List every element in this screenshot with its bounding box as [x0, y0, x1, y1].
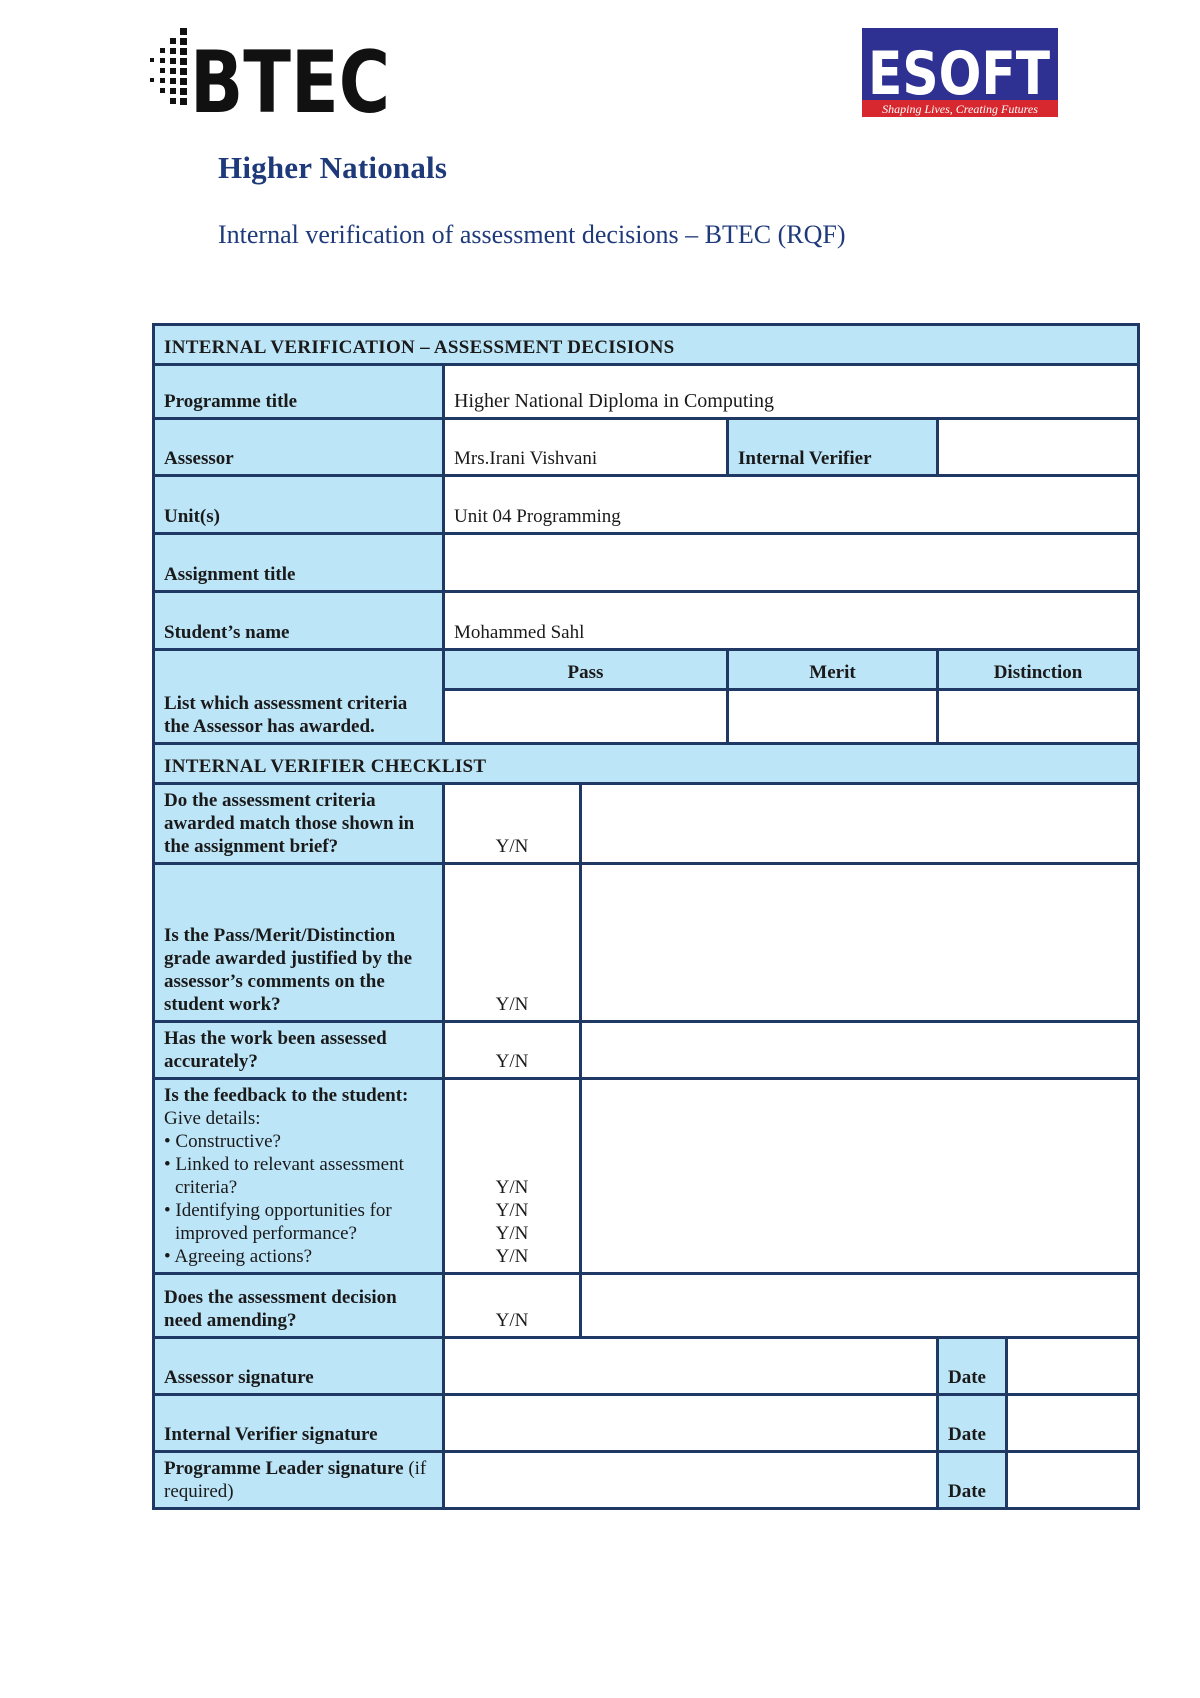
q2-yn[interactable]: Y/N — [444, 864, 581, 1022]
q2-comment[interactable] — [581, 864, 1139, 1022]
student-name-value[interactable]: Mohammed Sahl — [444, 592, 1139, 650]
pl-signature-note: (if required) — [164, 1458, 427, 1502]
checklist-row — [154, 1022, 1139, 1079]
criteria-header-row — [154, 650, 1139, 690]
q5-yn[interactable]: Y/N — [444, 1274, 581, 1338]
assessor-value[interactable]: Mrs.Irani Vishvani — [444, 419, 728, 476]
q4-item: • Identifying opportunities for improved performance? — [164, 1200, 392, 1244]
q4-yn[interactable]: Y/N — [495, 1177, 529, 1198]
internal-verifier-label: Internal Verifier — [728, 419, 938, 476]
esoft-logo-text: ESOFT — [868, 39, 1051, 109]
assignment-title-value[interactable] — [444, 534, 1139, 592]
q4-yn[interactable]: Y/N — [495, 1246, 529, 1267]
q4-comment[interactable] — [581, 1079, 1139, 1274]
checklist-section-title: INTERNAL VERIFIER CHECKLIST — [154, 744, 1139, 784]
date-label: Date — [938, 1338, 1007, 1395]
distinction-header: Distinction — [938, 650, 1139, 690]
internal-verifier-value[interactable] — [938, 419, 1139, 476]
signature-row — [154, 1395, 1139, 1452]
decisions-header-row — [154, 325, 1139, 365]
assessor-signature-label: Assessor signature — [154, 1338, 444, 1395]
date-label: Date — [938, 1452, 1007, 1509]
q4-item: • Agreeing actions? — [164, 1246, 313, 1267]
merit-criteria-value[interactable] — [728, 690, 938, 744]
merit-header: Merit — [728, 650, 938, 690]
pl-signature-label-text: Programme Leader signature — [164, 1458, 404, 1479]
q3-label: Has the work been assessed accurately? — [154, 1022, 444, 1079]
checklist-header-row — [154, 744, 1139, 784]
q4-give-details: Give details: — [164, 1108, 261, 1129]
signature-row — [154, 1338, 1139, 1395]
page-subtitle: Internal verification of assessment decisions – BTEC (RQF) — [218, 220, 846, 249]
esoft-tagline: Shaping Lives, Creating Futures — [882, 102, 1038, 116]
q3-yn[interactable]: Y/N — [444, 1022, 581, 1079]
checklist-row — [154, 1274, 1139, 1338]
page-title: Higher Nationals — [218, 150, 448, 185]
q3-comment[interactable] — [581, 1022, 1139, 1079]
programme-title-label: Programme title — [154, 365, 444, 419]
pl-signature-label — [154, 1452, 444, 1509]
btec-logo-text: BTEC — [190, 33, 390, 116]
q2-label: Is the Pass/Merit/Distinction grade awarded justified by the assessor’s comments on the student work? — [154, 864, 444, 1022]
q4-yn-group — [444, 1079, 581, 1274]
date-label: Date — [938, 1395, 1007, 1452]
iv-signature-field[interactable] — [444, 1395, 938, 1452]
assessor-label: Assessor — [154, 419, 444, 476]
q5-comment[interactable] — [581, 1274, 1139, 1338]
verification-form — [152, 323, 1140, 1510]
criteria-label: List which assessment criteria the Assessor has awarded. — [154, 650, 444, 744]
assessor-row — [154, 419, 1139, 476]
esoft-logo — [862, 28, 1058, 117]
assignment-title-row — [154, 534, 1139, 592]
checklist-row — [154, 864, 1139, 1022]
q5-label: Does the assessment decision need amending? — [154, 1274, 444, 1338]
q4-yn[interactable]: Y/N — [495, 1223, 529, 1244]
q4-title: Is the feedback to the student: — [164, 1085, 409, 1106]
pass-header: Pass — [444, 650, 728, 690]
q4-yn[interactable]: Y/N — [495, 1200, 529, 1221]
pl-signature-field[interactable] — [444, 1452, 938, 1509]
student-name-row — [154, 592, 1139, 650]
assignment-title-label: Assignment title — [154, 534, 444, 592]
q4-label — [154, 1079, 444, 1274]
assessor-signature-field[interactable] — [444, 1338, 938, 1395]
signature-row — [154, 1452, 1139, 1509]
units-label: Unit(s) — [154, 476, 444, 534]
checklist-row — [154, 1079, 1139, 1274]
q1-label: Do the assessment criteria awarded match those shown in the assignment brief? — [154, 784, 444, 864]
units-value[interactable]: Unit 04 Programming — [444, 476, 1139, 534]
assessor-date-field[interactable] — [1007, 1338, 1139, 1395]
q1-yn[interactable]: Y/N — [444, 784, 581, 864]
units-row — [154, 476, 1139, 534]
q4-item: • Linked to relevant assessment criteria? — [164, 1154, 404, 1198]
programme-title-value[interactable]: Higher National Diploma in Computing — [444, 365, 1139, 419]
pass-criteria-value[interactable] — [444, 690, 728, 744]
student-name-label: Student’s name — [154, 592, 444, 650]
btec-logo — [146, 26, 396, 116]
checklist-row — [154, 784, 1139, 864]
decisions-section-title: INTERNAL VERIFICATION – ASSESSMENT DECISIONS — [154, 325, 1139, 365]
pl-date-field[interactable] — [1007, 1452, 1139, 1509]
q1-comment[interactable] — [581, 784, 1139, 864]
iv-date-field[interactable] — [1007, 1395, 1139, 1452]
programme-title-row — [154, 365, 1139, 419]
distinction-criteria-value[interactable] — [938, 690, 1139, 744]
iv-signature-label: Internal Verifier signature — [154, 1395, 444, 1452]
q4-item: • Constructive? — [164, 1131, 281, 1152]
